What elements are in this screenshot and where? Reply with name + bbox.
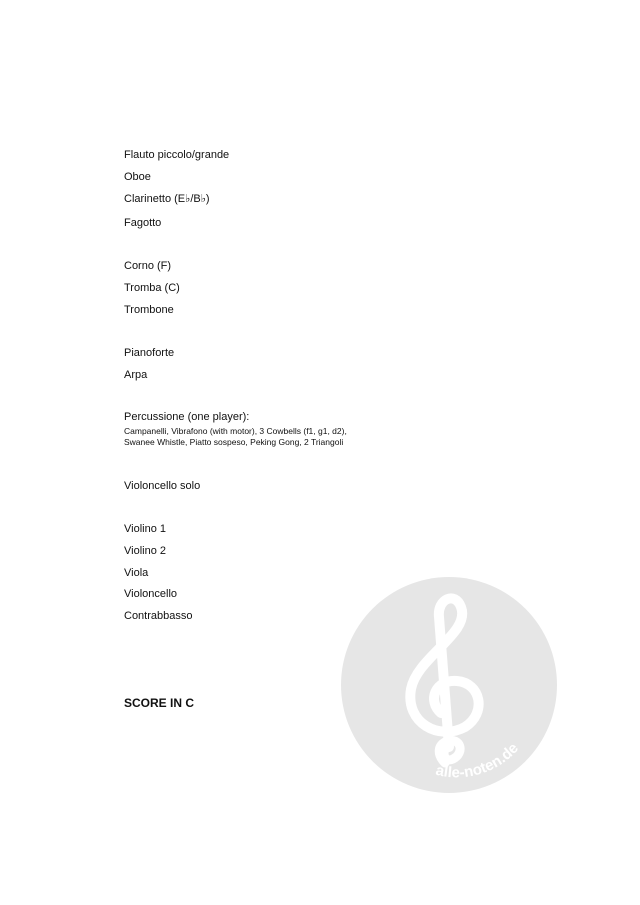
instrument-clarinetto: Clarinetto (E♭/B♭) (124, 193, 210, 205)
watermark-text: alle-noten.de (434, 739, 522, 782)
instrument-violino-1: Violino 1 (124, 523, 166, 535)
instrument-tromba: Tromba (C) (124, 282, 180, 294)
instrument-flauto: Flauto piccolo/grande (124, 149, 230, 161)
instrument-oboe: Oboe (124, 171, 151, 183)
instrument-violoncello-solo: Violoncello solo (124, 480, 201, 492)
instrument-violino-2: Violino 2 (124, 545, 166, 557)
instrument-fagotto: Fagotto (124, 217, 162, 229)
instrument-viola: Viola (124, 567, 149, 579)
watermark (341, 577, 557, 793)
score-in-c-label: SCORE IN C (124, 696, 195, 710)
instrument-violoncello: Violoncello (124, 588, 178, 600)
treble-clef-icon (341, 577, 557, 793)
instrument-corno: Corno (F) (124, 260, 172, 272)
instrument-pianoforte: Pianoforte (124, 347, 175, 359)
instrument-contrabbasso: Contrabbasso (124, 610, 193, 622)
percussion-detail-line1: Campanelli, Vibrafono (with motor), 3 Cowbells (f1, g1, d2), (124, 426, 347, 436)
instrument-trombone: Trombone (124, 304, 174, 316)
percussion-detail-line2: Swanee Whistle, Piatto sospeso, Peking Gong, 2 Triangoli (124, 437, 344, 447)
percussion-heading: Percussione (one player): (124, 411, 250, 423)
instrument-arpa: Arpa (124, 369, 148, 381)
